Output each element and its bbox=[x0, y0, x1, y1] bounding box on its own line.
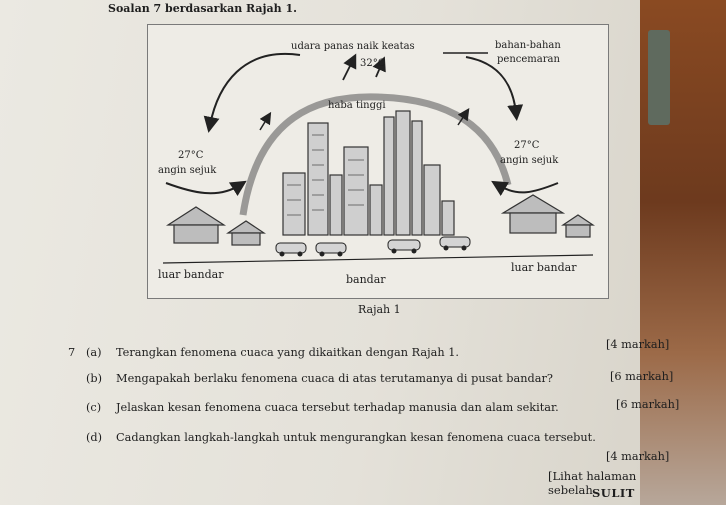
label-breeze-left: angin sejuk bbox=[158, 165, 217, 176]
air-arrow-right bbox=[466, 57, 516, 113]
part-b-marks: [6 markah] bbox=[610, 370, 674, 383]
rural-houses-left bbox=[168, 207, 264, 245]
label-hot-air: udara panas naik keatas bbox=[291, 41, 415, 52]
part-d-marks: [4 markah] bbox=[606, 450, 670, 463]
question-number: 7 bbox=[68, 346, 76, 359]
label-temp-left: 27°C bbox=[178, 150, 204, 161]
part-d-letter: (d) bbox=[86, 431, 103, 444]
figure-urban-heat-island bbox=[147, 24, 609, 299]
part-d-text: Cadangkan langkah-langkah untuk mengurangkan kesan fenomena cuaca tersebut. bbox=[116, 431, 596, 444]
question-header: Soalan 7 berdasarkan Rajah 1. bbox=[108, 2, 297, 15]
part-c-marks: [6 markah] bbox=[616, 398, 680, 411]
up-arrow-1 bbox=[343, 60, 353, 80]
label-city: bandar bbox=[346, 273, 386, 286]
label-pollutants-2: pencemaran bbox=[497, 54, 560, 65]
label-breeze-right: angin sejuk bbox=[500, 155, 559, 166]
part-c-text: Jelaskan kesan fenomena cuaca tersebut terhadap manusia dan alam sekitar. bbox=[116, 401, 559, 414]
label-temp-right: 27°C bbox=[514, 140, 540, 151]
car-wheels bbox=[280, 246, 467, 257]
label-rural-right: luar bandar bbox=[511, 261, 577, 274]
sulit-label: SULIT bbox=[592, 486, 635, 500]
background-desk bbox=[630, 0, 726, 505]
part-b-text: Mengapakah berlaku fenomena cuaca di atas terutamanya di pusat bandar? bbox=[116, 372, 553, 385]
dome-arrow-left bbox=[260, 117, 268, 130]
label-pollutants-1: bahan-bahan bbox=[495, 40, 561, 51]
figure-caption: Rajah 1 bbox=[358, 303, 401, 316]
background-object bbox=[648, 30, 670, 125]
air-arrow-left bbox=[210, 54, 300, 125]
label-heat-dome: haba tinggi bbox=[328, 100, 386, 111]
part-b-letter: (b) bbox=[86, 372, 103, 385]
breeze-arrow-left bbox=[166, 183, 240, 193]
city-buildings bbox=[283, 111, 454, 235]
cars bbox=[276, 237, 470, 253]
part-c-letter: (c) bbox=[86, 401, 102, 414]
part-a-letter: (a) bbox=[86, 346, 102, 359]
label-rural-left: luar bandar bbox=[158, 268, 224, 281]
turn-over-note: [Lihat halaman sebelah bbox=[548, 469, 637, 497]
rural-houses-right bbox=[503, 195, 593, 237]
part-a-marks: [4 markah] bbox=[606, 338, 670, 351]
part-a-text: Terangkan fenomena cuaca yang dikaitkan dengan Rajah 1. bbox=[116, 346, 460, 359]
label-temp-top: 32°C bbox=[360, 58, 386, 69]
